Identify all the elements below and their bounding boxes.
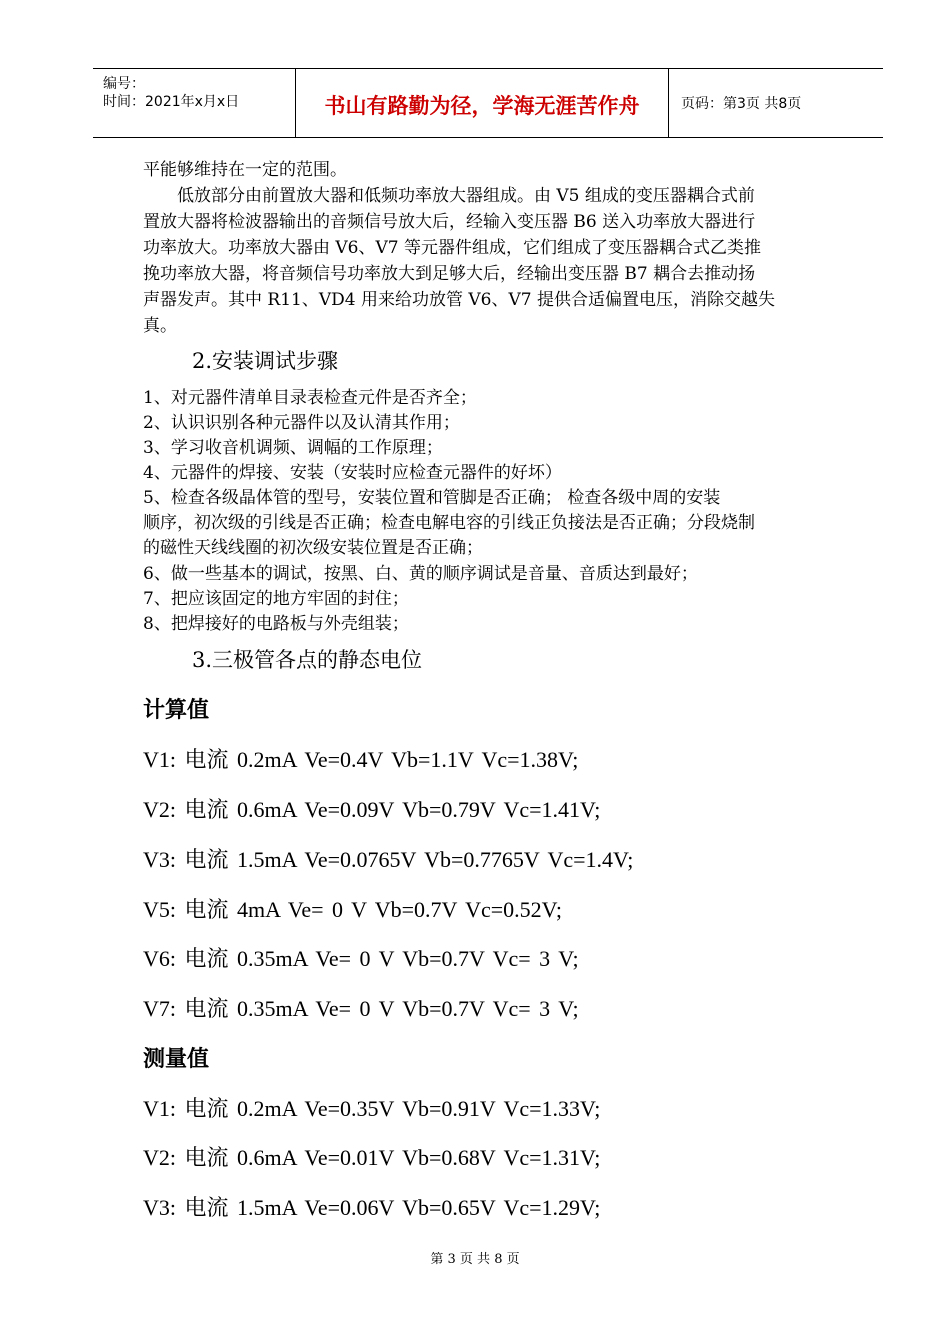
step-line: 2、认识识别各种元器件以及认清其作用； [143, 413, 460, 433]
section-title-static-potential: 3.三极管各点的静态电位 [192, 648, 423, 672]
header-page-cell [669, 69, 883, 137]
paragraph-line: 低放部分由前置放大器和低频功率放大器组成。由 V5 组成的变压器耦合式前 [143, 186, 755, 206]
step-line: 4、元器件的焊接、安装（安装时应检查元器件的好坏） [143, 463, 562, 483]
measured-values-title: 测量值 [143, 1047, 210, 1072]
step-line: 顺序，初次级的引线是否正确；检查电解电容的引线正负接法是否正确；分段烧制 [143, 513, 755, 533]
calc-value-line: V6: 电流 0.35mA Ve= 0 V Vb=0.7V Vc= 3 V; [143, 946, 579, 971]
calc-value-line: V1: 电流 0.2mA Ve=0.4V Vb=1.1V Vc=1.38V; [143, 747, 579, 772]
document-time-label: 时间：2021年x月x日 [103, 94, 240, 110]
page-header [93, 68, 883, 138]
section-title-install-steps: 2.安装调试步骤 [192, 349, 339, 373]
paragraph-line: 功率放大。功率放大器由 V6、V7 等元器件组成，它们组成了变压器耦合式乙类推 [143, 238, 761, 258]
calc-value-line: V7: 电流 0.35mA Ve= 0 V Vb=0.7V Vc= 3 V; [143, 996, 579, 1021]
step-line: 7、把应该固定的地方牢固的封住； [143, 589, 409, 609]
measured-value-line: V1: 电流 0.2mA Ve=0.35V Vb=0.91V Vc=1.33V; [143, 1096, 601, 1121]
measured-value-line: V3: 电流 1.5mA Ve=0.06V Vb=0.65V Vc=1.29V; [143, 1195, 601, 1220]
calc-value-line: V3: 电流 1.5mA Ve=0.0765V Vb=0.7765V Vc=1.4V; [143, 847, 634, 872]
step-line: 6、做一些基本的调试，按黑、白、黄的顺序调试是音量、音质达到最好； [143, 564, 698, 584]
paragraph-line: 声器发声。其中 R11、VD4 用来给功放管 V6、V7 提供合适偏置电压，消除交越失 [143, 290, 775, 310]
header-meta-cell [93, 69, 296, 137]
paragraph-line: 挽功率放大器，将音频信号功率放大到足够大后，经输出变压器 B7 耦合去推动扬 [143, 264, 756, 284]
header-motto: 书山有路勤为径，学海无涯苦作舟 [324, 94, 640, 118]
calc-value-line: V5: 电流 4mA Ve= 0 V Vb=0.7V Vc=0.52V; [143, 897, 563, 922]
step-line: 1、对元器件清单目录表检查元件是否齐全； [143, 388, 477, 408]
step-line: 的磁性天线线圈的初次级安装位置是否正确； [143, 538, 483, 558]
header-motto-cell [296, 69, 669, 137]
header-page-info: 页码：第3页 共8页 [681, 96, 802, 112]
step-line: 5、检查各级晶体管的型号，安装位置和管脚是否正确； 检查各级中周的安装 [143, 488, 721, 508]
document-number-label: 编号： [103, 76, 145, 92]
calc-value-line: V2: 电流 0.6mA Ve=0.09V Vb=0.79V Vc=1.41V; [143, 797, 601, 822]
paragraph-line: 真。 [143, 316, 177, 336]
calc-values-title: 计算值 [143, 698, 210, 723]
step-line: 8、把焊接好的电路板与外壳组装； [143, 614, 409, 634]
page-footer: 第 3 页 共 8 页 [430, 1252, 520, 1267]
paragraph-line: 平能够维持在一定的范围。 [143, 160, 347, 180]
step-line: 3、学习收音机调频、调幅的工作原理； [143, 438, 443, 458]
measured-value-line: V2: 电流 0.6mA Ve=0.01V Vb=0.68V Vc=1.31V; [143, 1145, 601, 1170]
paragraph-line: 置放大器将检波器输出的音频信号放大后，经输入变压器 B6 送入功率放大器进行 [143, 212, 756, 232]
